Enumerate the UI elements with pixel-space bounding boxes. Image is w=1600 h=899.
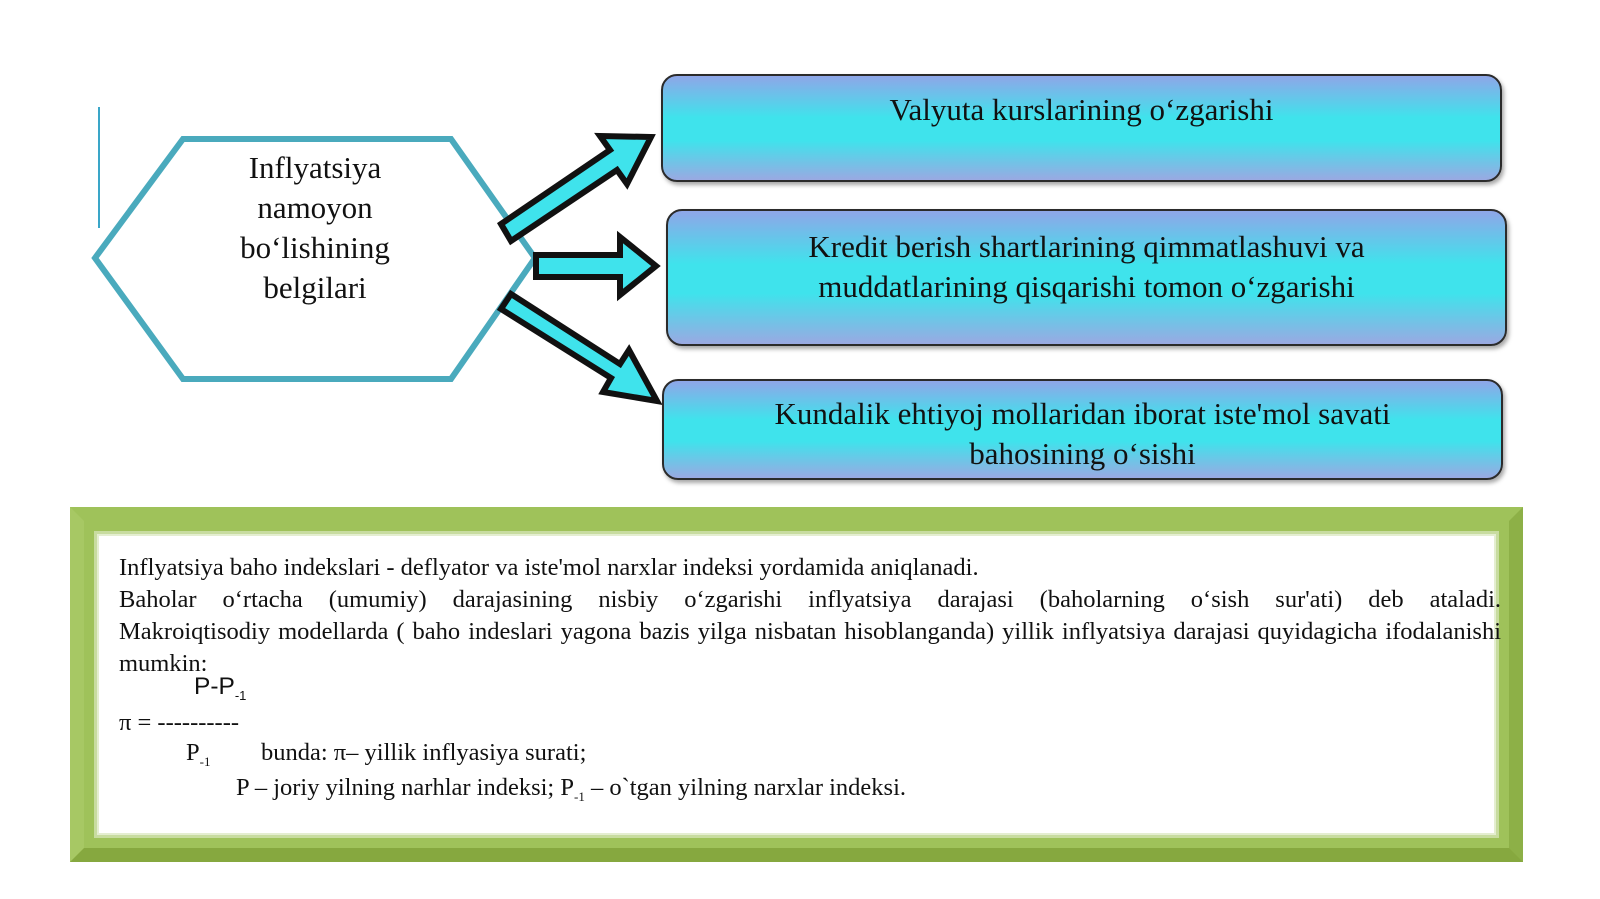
definition-panel: [94, 531, 1499, 838]
box-text: muddatlarining qisqarishi tomon o‘zgarishi: [818, 269, 1355, 304]
explanation-text: bunda: π– yillik inflyasiya surati;: [261, 739, 587, 766]
center-label-line: namoyon: [257, 190, 373, 225]
denominator-subscript: -1: [199, 754, 211, 769]
box-text: Kredit berish shartlarining qimmatlashuvi va: [808, 229, 1365, 264]
definition-line: Makroiqtisodiy modellarda ( baho indeslari yagona bazis yilga nisbatan hisoblanganda) yillik inflyatsiya darajasi quyidagicha ifodalanishi mumkin:: [119, 618, 1501, 677]
denominator-text: P: [186, 739, 200, 766]
formula-explanation-1: [261, 739, 586, 767]
formula-lhs-text: π = ----------: [119, 709, 240, 736]
numerator-text: P-P: [194, 673, 235, 700]
center-label-line: bo‘lishining: [240, 230, 390, 265]
arrow-up-right: [501, 136, 651, 241]
definition-frame: [70, 507, 1523, 862]
box-text: Valyuta kurslarining o‘zgarishi: [889, 92, 1274, 127]
sign-box-credit-terms: [666, 209, 1507, 346]
center-label: [210, 148, 420, 308]
arrow-right: [536, 237, 656, 295]
explanation-text: – o`tgan yilning narxlar indeksi.: [584, 774, 906, 801]
definition-line: Inflyatsiya baho indekslari - deflyator va iste'mol narxlar indeksi yordamida aniqlanadi.: [119, 554, 979, 581]
center-label-line: Inflyatsiya: [248, 150, 382, 185]
explanation-text: P – joriy yilning narhlar indeksi; P: [236, 774, 574, 801]
formula-numerator: [194, 673, 246, 703]
sign-box-exchange-rates: [661, 74, 1502, 182]
formula-denominator: [186, 739, 210, 770]
numerator-subscript: -1: [234, 688, 247, 703]
definition-line: Baholar o‘rtacha (umumiy) darajasining nisbiy o‘zgarishi inflyatsiya darajasi (baholarning o‘sish sur'ati) deb ataladi.: [119, 586, 1501, 613]
box-text: Kundalik ehtiyoj mollaridan iborat iste'mol savati: [774, 396, 1391, 431]
definition-text: [119, 552, 1501, 680]
explanation-subscript: -1: [574, 789, 585, 804]
arrow-down-right: [501, 294, 657, 401]
center-label-line: belgilari: [263, 270, 367, 305]
sign-box-consumer-basket: [662, 379, 1503, 480]
formula-lhs: [119, 709, 239, 737]
box-text: bahosining o‘sishi: [969, 436, 1196, 471]
formula-explanation-2: [236, 774, 906, 805]
